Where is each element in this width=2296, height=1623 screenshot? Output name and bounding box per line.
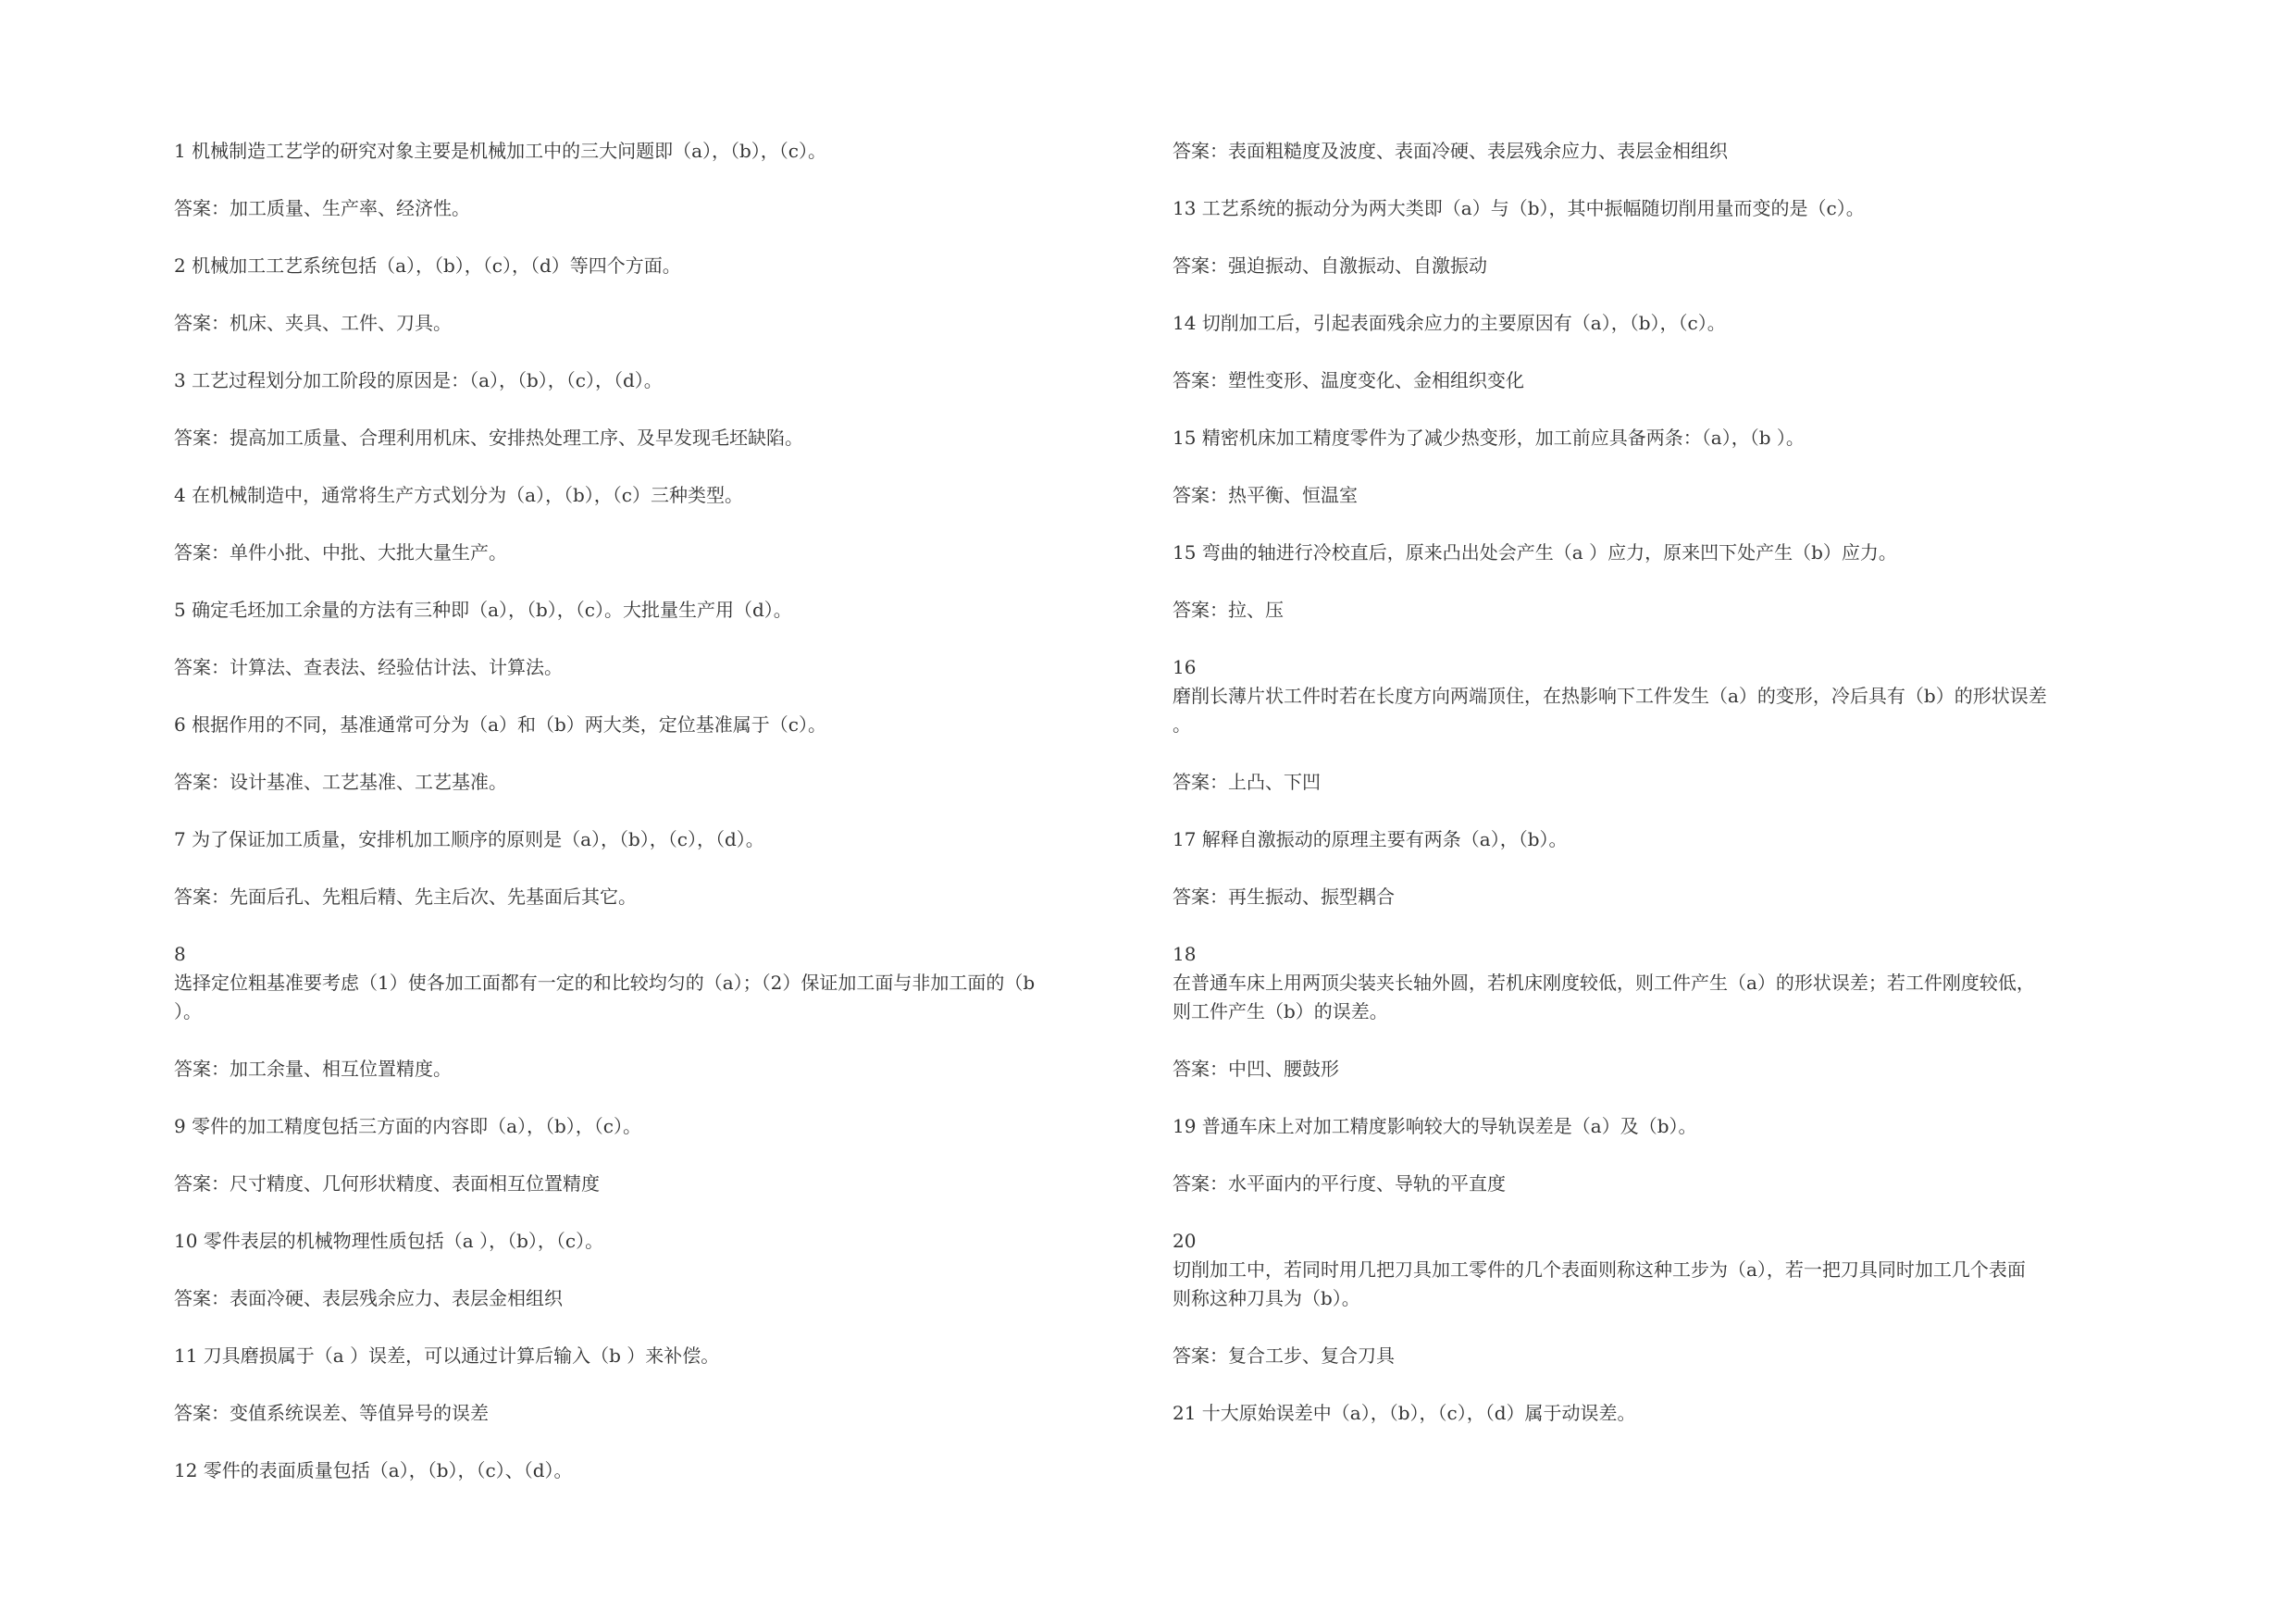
question-number: 8 [174, 943, 186, 965]
question-text: 在普通车床上用两顶尖装夹长轴外圆，若机床刚度较低，则工件产生（a）的形状误差；若工件刚度较低， [1173, 972, 2035, 994]
answer-text: 答案：尺寸精度、几何形状精度、表面相互位置精度 [174, 1172, 600, 1195]
spacer [1173, 625, 2149, 653]
answer-text: 答案：强迫振动、自激振动、自激振动 [1173, 254, 1487, 277]
spacer [174, 682, 1136, 711]
question-text: 则工件产生（b）的误差。 [1173, 1000, 1388, 1022]
question-text: 15 弯曲的轴进行冷校直后，原来凸出处会产生（a ）应力，原来凹下处产生（b）应力。 [1173, 541, 1897, 564]
spacer [1173, 797, 2149, 825]
question-text: 5 确定毛坯加工余量的方法有三种即（a），（b），（c）。大批量生产用（d）。 [174, 599, 792, 621]
spacer [174, 797, 1136, 825]
question-text: 6 根据作用的不同，基准通常可分为（a）和（b）两大类，定位基准属于（c）。 [174, 713, 827, 736]
question-text: 1 机械制造工艺学的研究对象主要是机械加工中的三大问题即（a），（b），（c）。 [174, 140, 827, 162]
question-text: 切削加工中，若同时用几把刀具加工零件的几个表面则称这种工步为（a），若一把刀具同时加工几个表面 [1173, 1258, 2026, 1281]
spacer [1173, 223, 2149, 252]
spacer [1173, 1370, 2149, 1399]
spacer [174, 510, 1136, 539]
spacer [1173, 911, 2149, 940]
spacer [174, 1256, 1136, 1284]
answer-text: 答案：加工质量、生产率、经济性。 [174, 197, 470, 219]
question-text: 3 工艺过程划分加工阶段的原因是：（a），（b），（c），（d）。 [174, 369, 663, 391]
question-text: 9 零件的加工精度包括三方面的内容即（a），（b），（c）。 [174, 1115, 642, 1137]
answer-text: 答案：表面冷硬、表层残余应力、表层金相组织 [174, 1287, 563, 1309]
answer-text: 答案：计算法、查表法、经验估计法、计算法。 [174, 656, 563, 678]
spacer [174, 911, 1136, 940]
spacer [1173, 166, 2149, 194]
spacer [1173, 1084, 2149, 1112]
spacer [174, 1026, 1136, 1055]
left-column [174, 137, 1136, 1485]
answer-text: 答案：机床、夹具、工件、刀具。 [174, 312, 452, 334]
spacer [1173, 510, 2149, 539]
spacer [174, 452, 1136, 481]
question-text: 19 普通车床上对加工精度影响较大的导轨误差是（a）及（b）。 [1173, 1115, 1697, 1137]
spacer [1173, 452, 2149, 481]
answer-text: 答案：提高加工质量、合理利用机床、安排热处理工序、及早发现毛坯缺陷。 [174, 427, 803, 449]
spacer [1173, 854, 2149, 883]
spacer [174, 567, 1136, 596]
spacer [174, 1428, 1136, 1456]
question-text: 14 切削加工后，引起表面残余应力的主要原因有（a），（b），（c）。 [1173, 312, 1726, 334]
spacer [174, 395, 1136, 424]
question-text: 选择定位粗基准要考虑（1）使各加工面都有一定的和比较均匀的（a）；（2）保证加工面与非加工面的（b [174, 972, 1036, 994]
question-text: ）。 [174, 1000, 202, 1022]
answer-text: 答案：设计基准、工艺基准、工艺基准。 [174, 771, 507, 793]
answer-text: 答案：拉、压 [1173, 599, 1284, 621]
question-text: 13 工艺系统的振动分为两大类即（a）与（b），其中振幅随切削用量而变的是（c）。 [1173, 197, 1865, 219]
question-text: 15 精密机床加工精度零件为了减少热变形，加工前应具备两条：（a），（b ）。 [1173, 427, 1805, 449]
question-number: 16 [1173, 656, 1197, 678]
spacer [174, 1198, 1136, 1227]
spacer [1173, 1313, 2149, 1342]
right-column [1173, 137, 2149, 1428]
question-text: 7 为了保证加工质量，安排机加工顺序的原则是（a），（b），（c），（d）。 [174, 828, 764, 850]
answer-text: 答案：热平衡、恒温室 [1173, 484, 1358, 506]
spacer [174, 280, 1136, 309]
spacer [174, 739, 1136, 768]
spacer [1173, 1198, 2149, 1227]
question-text: 则称这种刀具为（b）。 [1173, 1287, 1360, 1309]
spacer [174, 1084, 1136, 1112]
answer-text: 答案：复合工步、复合刀具 [1173, 1344, 1395, 1367]
spacer [174, 1313, 1136, 1342]
question-text: 17 解释自激振动的原理主要有两条（a），（b）。 [1173, 828, 1568, 850]
answer-text: 答案：单件小批、中批、大批大量生产。 [174, 541, 507, 564]
spacer [174, 223, 1136, 252]
spacer [174, 1370, 1136, 1399]
question-text: 磨削长薄片状工件时若在长度方向两端顶住，在热影响下工件发生（a）的变形，冷后具有（b）的形状误差 [1173, 685, 2047, 707]
question-text: 10 零件表层的机械物理性质包括（a ），（b），（c）。 [174, 1230, 604, 1252]
question-text: 11 刀具磨损属于（a ）误差，可以通过计算后输入（b ）来补偿。 [174, 1344, 720, 1367]
question-text: 2 机械加工工艺系统包括（a），（b），（c），（d）等四个方面。 [174, 254, 681, 277]
answer-text: 答案：上凸、下凹 [1173, 771, 1321, 793]
answer-text: 答案：水平面内的平行度、导轨的平直度 [1173, 1172, 1506, 1195]
spacer [1173, 395, 2149, 424]
question-text: 12 零件的表面质量包括（a），（b），（c）、（d）。 [174, 1459, 573, 1481]
answer-text: 答案：先面后孔、先粗后精、先主后次、先基面后其它。 [174, 886, 637, 908]
question-text: 。 [1173, 713, 1191, 736]
spacer [1173, 567, 2149, 596]
spacer [1173, 1141, 2149, 1170]
question-text: 21 十大原始误差中（a），（b），（c），（d）属于动误差。 [1173, 1402, 1636, 1424]
spacer [1173, 280, 2149, 309]
question-text: 4 在机械制造中，通常将生产方式划分为（a），（b），（c）三种类型。 [174, 484, 744, 506]
answer-text: 答案：变值系统误差、等值异号的误差 [174, 1402, 489, 1424]
spacer [1173, 338, 2149, 366]
spacer [1173, 739, 2149, 768]
question-number: 18 [1173, 943, 1197, 965]
answer-text: 答案：加工余量、相互位置精度。 [174, 1058, 452, 1080]
answer-text: 答案：塑性变形、温度变化、金相组织变化 [1173, 369, 1524, 391]
spacer [174, 1141, 1136, 1170]
question-number: 20 [1173, 1230, 1197, 1252]
answer-text: 答案：表面粗糙度及波度、表面冷硬、表层残余应力、表层金相组织 [1173, 140, 1728, 162]
spacer [174, 166, 1136, 194]
spacer [174, 338, 1136, 366]
spacer [1173, 1026, 2149, 1055]
answer-text: 答案：再生振动、振型耦合 [1173, 886, 1395, 908]
answer-text: 答案：中凹、腰鼓形 [1173, 1058, 1339, 1080]
spacer [174, 625, 1136, 653]
spacer [174, 854, 1136, 883]
